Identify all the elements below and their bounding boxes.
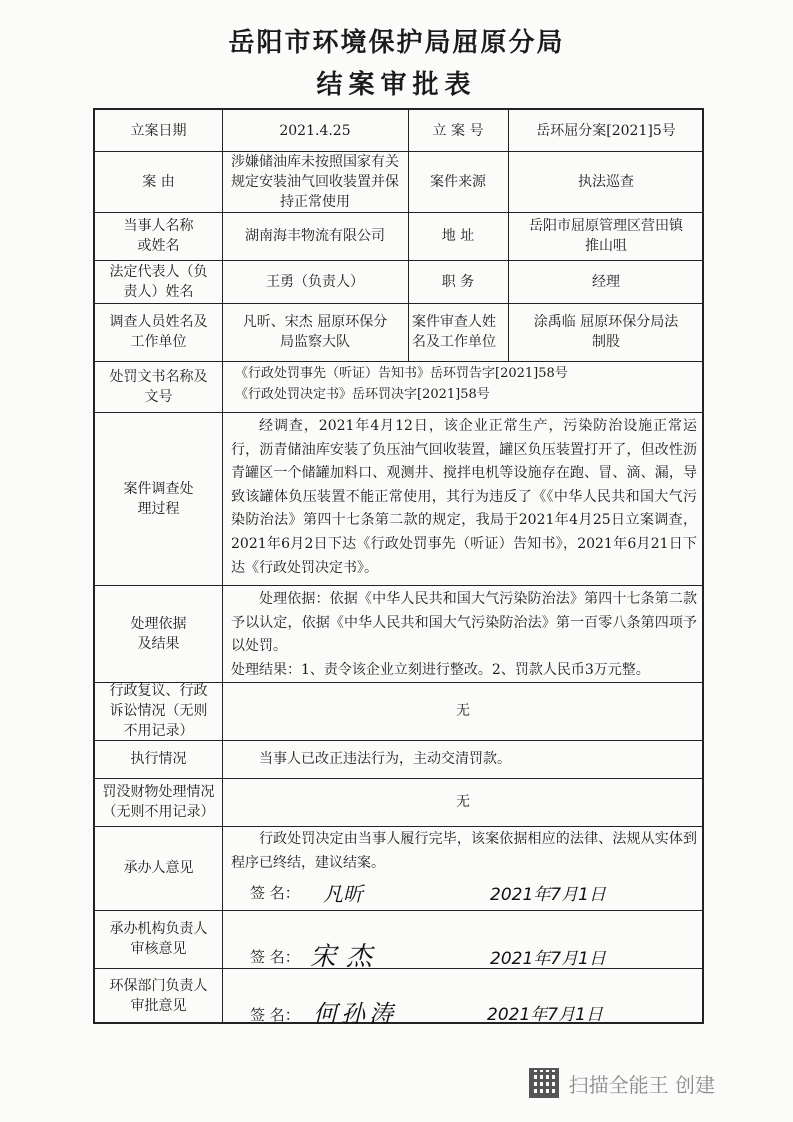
handler-opinion-text: 行政处罚决定由当事人履行完毕，该案依据相应的法律、法规从实体到程序已终结，建议结案。 — [231, 831, 697, 871]
reviewer-value: 涂禹临 屈原环保分局法制股 — [533, 314, 679, 350]
scanner-watermark — [529, 1068, 715, 1098]
investigators-label: 调查人员姓名及工作单位 — [109, 314, 208, 350]
execution-value: 当事人已改正违法行为，主动交清罚款。 — [259, 751, 511, 767]
position-value: 经理 — [592, 273, 620, 290]
result-text: 处理结果：1、责令该企业立刻进行整改。2、罚款人民币3万元整。 — [231, 661, 650, 678]
execution-label: 执行情况 — [130, 751, 187, 767]
department-approval-label: 环保部门负责人审批意见 — [109, 978, 208, 1014]
watermark-text: 扫描全能王 创建 — [568, 1072, 715, 1097]
department-sign-date: 2021年7月1日 — [487, 1005, 603, 1025]
confiscation-label: 罚没财物处理情况（无则不用记录） — [102, 784, 215, 820]
agency-sign-date: 2021年7月1日 — [490, 949, 606, 969]
handler-signature: 凡昕 — [323, 882, 363, 906]
penalty-notice-doc: 《行政处罚事先（听证）告知书》岳环罚告字[2021]58号 — [235, 366, 568, 381]
legal-representative-label: 法定代表人（负责人）姓名 — [109, 263, 208, 300]
filing-date-value: 2021.4.25 — [279, 122, 351, 139]
handler-opinion-label: 承办人意见 — [123, 860, 194, 876]
party-label: 当事人名称或姓名 — [123, 218, 194, 254]
cause-label: 案 由 — [142, 173, 175, 190]
cause-value: 涉嫌储油库未按照国家有关规定安装油气回收装置并保持正常使用 — [231, 153, 399, 210]
review-litigation-label: 行政复议、行政诉讼情况（无则不用记录） — [109, 683, 208, 739]
address-value: 岳阳市屈原管理区营田镇推山咀 — [529, 218, 683, 254]
department-signature: 何孙涛 — [313, 1000, 397, 1028]
basis-and-result — [231, 588, 697, 682]
penalty-docs-label: 处罚文书名称及文号 — [109, 368, 208, 405]
party-value: 湖南海丰物流有限公司 — [245, 228, 385, 244]
address-label: 地 址 — [441, 228, 475, 244]
handler-sign-label: 签 名： — [250, 884, 300, 902]
case-number-label: 立 案 号 — [432, 122, 484, 139]
penalty-docs-value — [235, 363, 695, 405]
legal-representative-value: 王勇（负责人） — [266, 273, 364, 290]
qr-code-icon — [529, 1068, 559, 1098]
basis-text: 处理依据：依据《中华人民共和国大气污染防治法》第四十七条第二款予以认定，依据《中华人民共和国大气污染防治法》第一百零八条第四项予以处罚。 — [231, 591, 697, 655]
penalty-decision-doc: 《行政处罚决定书》岳环罚决字[2021]58号 — [235, 387, 490, 402]
document-title: 岳阳市环境保护局屈原分局 — [228, 28, 565, 58]
approval-form-table — [93, 108, 704, 1028]
filing-date-label: 立案日期 — [130, 122, 187, 139]
agency-sign-label: 签 名： — [250, 948, 300, 966]
case-source-label: 案件来源 — [430, 173, 486, 190]
agency-opinion-label: 承办机构负责人审核意见 — [109, 921, 208, 957]
case-source-value: 执法巡查 — [578, 173, 634, 190]
investigators-value: 凡昕、宋杰 屈原环保分局监察大队 — [242, 314, 388, 350]
reviewer-label: 案件审查人姓名及工作单位 — [412, 314, 496, 350]
process-label: 案件调查处理过程 — [123, 480, 194, 517]
document-subtitle: 结案审批表 — [316, 70, 477, 100]
review-litigation-value: 无 — [456, 703, 470, 719]
agency-signature: 宋杰 — [310, 942, 383, 972]
position-label: 职 务 — [441, 273, 475, 290]
case-number-value: 岳环屈分案[2021]5号 — [536, 122, 676, 139]
process-text: 经调查，2021年4月12日，该企业正常生产，污染防治设施正常运行，沥青储油库安装了负压油气回收装置，罐区负压装置打开了，但改性沥青罐区一个储罐加料口、观测井、搅拌电机等设施存在跑、冒、滴、漏，导致该罐体负压装置不能正常使用，其行为违反了《《中华人民共和国大气污染防治法》第四十七条第二款的规定，我局于2021年4月25日立案调查，2021年6月2日下达《行政处罚事先（听证）告知书》，2021年6月21日下达《行政处罚决定书》。 — [231, 418, 697, 576]
handler-sign-date: 2021年7月1日 — [490, 885, 606, 905]
confiscation-value: 无 — [456, 794, 470, 810]
department-sign-label: 签 名： — [250, 1006, 300, 1024]
basis-label: 处理依据及结果 — [130, 615, 187, 652]
